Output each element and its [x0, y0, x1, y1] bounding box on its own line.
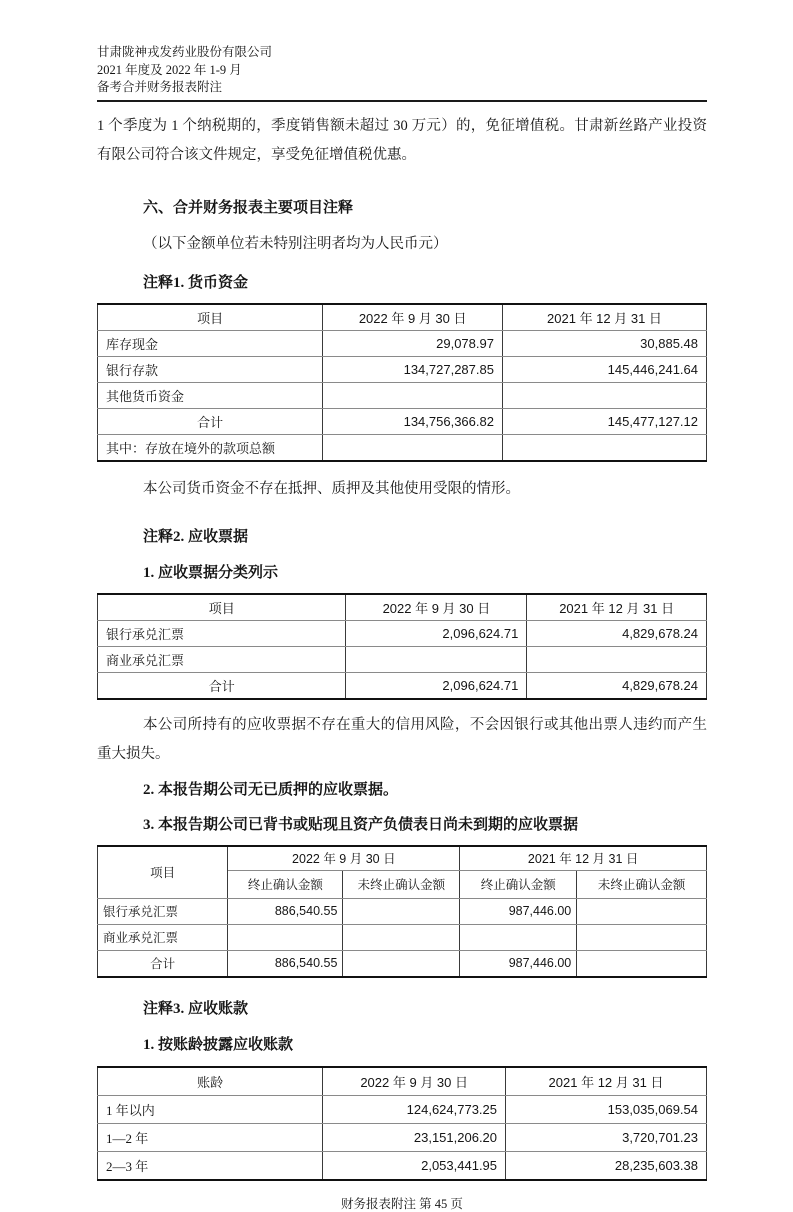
cash-funds-table — [97, 303, 707, 462]
subheader-derecognized: 终止确认金额 — [228, 870, 343, 898]
table-row — [98, 898, 707, 924]
subheader-derecognized: 终止确认金额 — [460, 870, 577, 898]
value-cell — [343, 950, 460, 977]
row-label: 其他货币资金 — [98, 382, 323, 408]
report-period: 2021 年度及 2022 年 1-9 月 — [97, 62, 242, 77]
value-2021 — [502, 434, 706, 461]
row-label: 商业承兑汇票 — [98, 924, 228, 950]
value-cell — [343, 898, 460, 924]
value-2022 — [346, 646, 527, 672]
row-label: 商业承兑汇票 — [98, 646, 346, 672]
table-group-header-row — [98, 846, 707, 871]
value-2021: 4,829,678.24 — [527, 620, 707, 646]
row-label: 合计 — [98, 408, 323, 434]
row-label: 1 年以内 — [98, 1095, 323, 1123]
endorsed-notes-table — [97, 845, 707, 978]
row-label: 银行承兑汇票 — [98, 620, 346, 646]
subheader-not-derecognized: 未终止确认金额 — [577, 870, 707, 898]
intro-paragraph: 1 个季度为 1 个纳税期的，季度销售额未超过 30 万元）的，免征增值税。甘肃新丝路产业投资有限公司符合该文件规定，享受免征增值税优惠。 — [97, 117, 707, 163]
table-row — [98, 1123, 707, 1151]
notes-receivable-table — [97, 593, 707, 700]
table-row — [98, 924, 707, 950]
value-cell: 886,540.55 — [228, 898, 343, 924]
table-row — [98, 330, 707, 356]
table-header-row — [98, 1067, 707, 1096]
row-label: 银行存款 — [98, 356, 323, 382]
value-cell: 987,446.00 — [460, 898, 577, 924]
value-cell: 886,540.55 — [228, 950, 343, 977]
note2-item2-heading: 2. 本报告期公司无已质押的应收票据。 — [143, 781, 399, 798]
col-header-aging: 账龄 — [98, 1067, 323, 1096]
value-2021: 4,829,678.24 — [527, 672, 707, 699]
value-2022: 134,756,366.82 — [323, 408, 503, 434]
value-2021 — [527, 646, 707, 672]
page-header — [97, 0, 707, 97]
company-name: 甘肃陇神戎发药业股份有限公司 — [97, 45, 273, 59]
value-2021: 30,885.48 — [502, 330, 706, 356]
value-2021: 145,446,241.64 — [502, 356, 706, 382]
value-2022: 124,624,773.25 — [323, 1095, 506, 1123]
value-2022: 2,096,624.71 — [346, 672, 527, 699]
table-total-row — [98, 672, 707, 699]
table-row — [98, 1095, 707, 1123]
row-label: 合计 — [98, 672, 346, 699]
table-total-row — [98, 950, 707, 977]
table-row — [98, 356, 707, 382]
row-label: 库存现金 — [98, 330, 323, 356]
table-header-row — [98, 594, 707, 621]
row-label: 其中：存放在境外的款项总额 — [98, 434, 323, 461]
value-cell — [577, 898, 707, 924]
value-cell — [577, 950, 707, 977]
value-2022: 29,078.97 — [323, 330, 503, 356]
note2-item1-heading: 1. 应收票据分类列示 — [143, 564, 279, 581]
row-label: 1—2 年 — [98, 1123, 323, 1151]
table-total-row — [98, 408, 707, 434]
col-header-2021: 2021 年 12 月 31 日 — [506, 1067, 707, 1096]
value-cell — [460, 924, 577, 950]
subheader-not-derecognized: 未终止确认金额 — [343, 870, 460, 898]
doc-title: 备考合并财务报表附注 — [97, 80, 223, 94]
note2-risk-paragraph: 本公司所持有的应收票据不存在重大的信用风险，不会因银行或其他出票人违约而产生重大损失。 — [97, 716, 707, 762]
col-header-2022: 2022 年 9 月 30 日 — [346, 594, 527, 621]
table-row — [98, 434, 707, 461]
value-2021 — [502, 382, 706, 408]
header-divider — [97, 100, 707, 102]
table-row — [98, 646, 707, 672]
table-header-row — [98, 304, 707, 331]
col-header-item: 项目 — [98, 594, 346, 621]
value-2022: 2,096,624.71 — [346, 620, 527, 646]
section-heading: 六、合并财务报表主要项目注释 — [143, 199, 354, 216]
value-cell — [577, 924, 707, 950]
col-header-2022: 2022 年 9 月 30 日 — [323, 304, 503, 331]
unit-note: （以下金额单位若未特别注明者均为人民币元） — [143, 235, 448, 252]
col-header-2022: 2022 年 9 月 30 日 — [323, 1067, 506, 1096]
note3-item1-heading: 1. 按账龄披露应收账款 — [143, 1036, 294, 1053]
col-header-item: 项目 — [98, 304, 323, 331]
group-header-2022: 2022 年 9 月 30 日 — [228, 846, 460, 871]
group-header-2021: 2021 年 12 月 31 日 — [460, 846, 707, 871]
value-cell: 987,446.00 — [460, 950, 577, 977]
value-2022: 23,151,206.20 — [323, 1123, 506, 1151]
note2-heading: 注释2. 应收票据 — [143, 528, 249, 545]
row-label: 银行承兑汇票 — [98, 898, 228, 924]
row-label: 2—3 年 — [98, 1151, 323, 1180]
col-header-2021: 2021 年 12 月 31 日 — [527, 594, 707, 621]
col-header-2021: 2021 年 12 月 31 日 — [502, 304, 706, 331]
value-2021: 153,035,069.54 — [506, 1095, 707, 1123]
page-footer: 财务报表附注 第 45 页 — [341, 1196, 463, 1211]
value-2021: 145,477,127.12 — [502, 408, 706, 434]
value-2021: 28,235,603.38 — [506, 1151, 707, 1180]
table-row — [98, 1151, 707, 1180]
table-row — [98, 382, 707, 408]
note2-item3-heading: 3. 本报告期公司已背书或贴现且资产负债表日尚未到期的应收票据 — [143, 816, 579, 833]
note1-heading: 注释1. 货币资金 — [143, 274, 249, 291]
value-2022: 134,727,287.85 — [323, 356, 503, 382]
value-2022 — [323, 382, 503, 408]
value-2022 — [323, 434, 503, 461]
table-row — [98, 620, 707, 646]
aging-table — [97, 1066, 707, 1181]
value-2022: 2,053,441.95 — [323, 1151, 506, 1180]
note1-remark: 本公司货币资金不存在抵押、质押及其他使用受限的情形。 — [143, 480, 520, 497]
note3-heading: 注释3. 应收账款 — [143, 1000, 249, 1017]
value-cell — [228, 924, 343, 950]
row-label: 合计 — [98, 950, 228, 977]
value-2021: 3,720,701.23 — [506, 1123, 707, 1151]
value-cell — [343, 924, 460, 950]
col-header-item: 项目 — [98, 846, 228, 899]
